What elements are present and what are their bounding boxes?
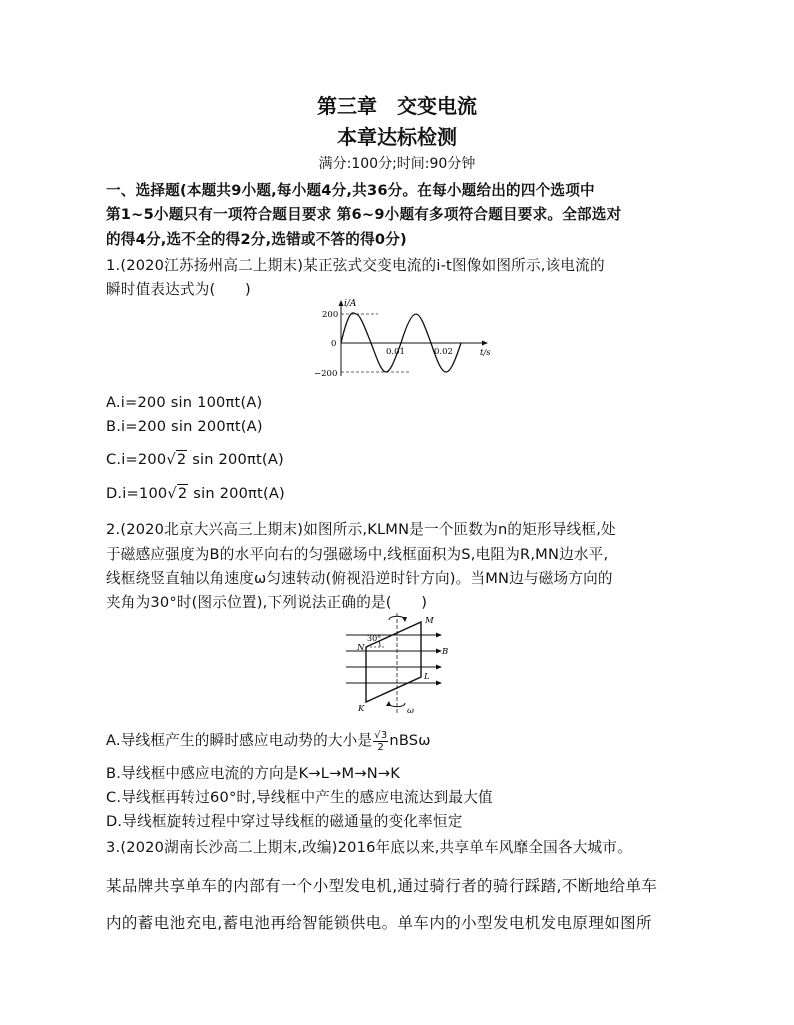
option-c-radicand: 2: [176, 451, 187, 468]
fraction-denominator: 2: [377, 741, 385, 753]
section-heading: 一、选择题(本题共9小题,每小题4分,共36分。在每小题给出的四个选项中: [106, 182, 595, 199]
sqrt-icon: √: [167, 485, 177, 502]
option-c: [106, 451, 284, 468]
question-2-text: 线框绕竖直轴以角速度ω匀速转动(俯视沿逆时针方向)。当MN边与磁场方向的: [106, 570, 613, 587]
tick-neg-200: −200: [314, 369, 338, 379]
label-m: M: [425, 616, 434, 626]
question-3-text: 3.(2020湖南长沙高二上期末,改编)2016年底以来,共享单车风靡全国各大城市。: [106, 839, 632, 856]
rotation-arrow-bottom-head: [386, 701, 391, 706]
angle-label: 30°: [367, 634, 382, 643]
option-d-prefix: D.i=100: [106, 485, 168, 502]
label-k: K: [358, 704, 365, 714]
tick-0: 0: [331, 339, 337, 349]
y-axis-arrow: [339, 300, 344, 306]
option-d: D.导线框旋转过程中穿过导线框的磁通量的变化率恒定: [106, 813, 463, 830]
question-2-text: 夹角为30°时(图示位置),下列说法正确的是( ): [106, 594, 428, 611]
y-axis-label: i/A: [344, 299, 357, 309]
sine-current-graph: [308, 296, 498, 382]
chapter-title: 第三章 交变电流: [317, 94, 477, 118]
question-1-text: 1.(2020江苏扬州高二上期末)某正弦式交变电流的i-t图像如图所示,该电流的: [106, 257, 605, 274]
option-b: B.i=200 sin 200πt(A): [106, 418, 263, 435]
question-2-text: 2.(2020北京大兴高三上期末)如图所示,KLMN是一个匝数为n的矩形导线框,处: [106, 521, 616, 538]
option-c-prefix: C.i=200: [106, 451, 167, 468]
fraction: [373, 730, 388, 753]
section-line: 的得4分,选不全的得2分,选错或不答的得0分): [106, 231, 407, 248]
fraction-numerator: √3: [374, 729, 388, 741]
section-line: 第1~5小题只有一项符合题目要求 第6~9小题有多项符合题目要求。全部选对: [106, 206, 622, 223]
option-a-prefix: A.导线框产生的瞬时感应电动势的大小是: [106, 732, 373, 749]
option-d-suffix: sin 200πt(A): [188, 485, 285, 502]
sine-curve: [341, 313, 461, 372]
exam-meta: 满分:100分;时间:90分钟: [318, 156, 476, 172]
page-title: 本章达标检测: [337, 125, 457, 149]
option-d: [106, 485, 285, 502]
label-l: L: [424, 672, 430, 682]
option-b: B.导线框中感应电流的方向是K→L→M→N→K: [106, 765, 401, 782]
label-omega: ω: [407, 706, 414, 716]
option-c: C.导线框再转过60°时,导线框中产生的感应电流达到最大值: [106, 789, 493, 806]
option-a: A.i=200 sin 100πt(A): [106, 394, 263, 411]
question-2-text: 于磁感应强度为B的水平向右的匀强磁场中,线框面积为S,电阻为R,MN边水平,: [106, 546, 609, 563]
label-n: N: [357, 643, 365, 653]
tick-0-02: 0.02: [434, 347, 453, 357]
x-axis-arrow: [482, 341, 488, 346]
option-c-suffix: sin 200πt(A): [187, 451, 284, 468]
option-d-radicand: 2: [177, 485, 188, 502]
question-3-text: 某品牌共享单车的内部有一个小型发电机,通过骑行者的骑行踩踏,不断地给单车: [106, 877, 658, 895]
option-a-suffix: nBSω: [389, 732, 431, 749]
option-a: [106, 729, 431, 753]
question-1-text: 瞬时值表达式为( ): [106, 281, 251, 298]
field-arrow: [436, 665, 442, 670]
coil-diagram: [336, 609, 452, 719]
label-b: B: [442, 647, 449, 657]
question-3-text: 内的蓄电池充电,蓄电池再给智能锁供电。单车内的小型发电机发电原理如图所: [106, 914, 652, 932]
field-arrow: [436, 633, 442, 638]
tick-0-01: 0.01: [386, 347, 405, 357]
tick-200: 200: [322, 310, 339, 320]
sqrt-icon: √: [166, 451, 176, 468]
field-arrow: [436, 681, 442, 686]
rotation-arrow-top-head: [402, 617, 407, 622]
x-axis-label: t/s: [480, 348, 491, 358]
